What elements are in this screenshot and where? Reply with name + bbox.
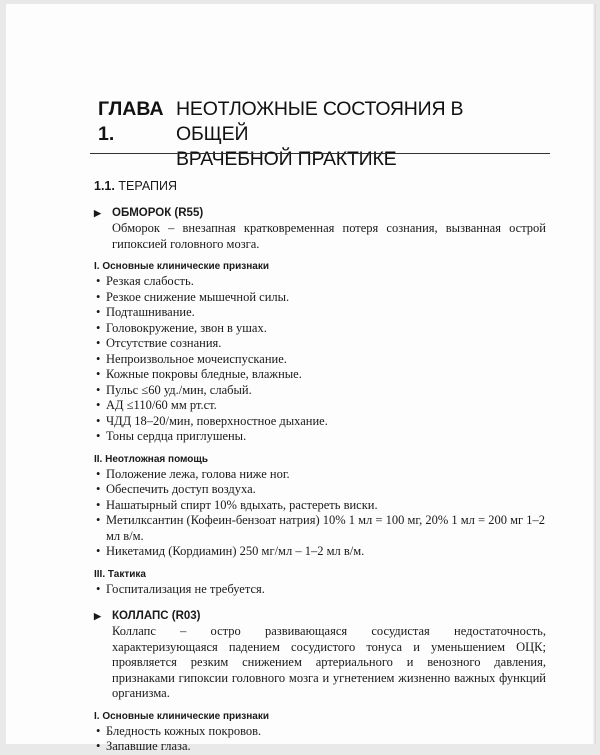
topic-fainting	[94, 206, 546, 597]
chapter-divider	[90, 153, 550, 154]
list-item	[94, 544, 546, 560]
list-item-text: Кожные покровы бледные, влажные.	[106, 367, 302, 381]
list-item	[94, 498, 546, 514]
list-item	[94, 582, 546, 598]
list-item	[94, 352, 546, 368]
list-item-text: Резкая слабость.	[106, 274, 194, 288]
list-item	[94, 414, 546, 430]
bullet-icon: •	[96, 723, 101, 738]
bullet-icon: •	[96, 274, 101, 288]
list-item	[94, 274, 546, 290]
list-item	[94, 467, 546, 483]
bullet-icon: •	[96, 413, 101, 428]
list-item-text: Подташнивание.	[106, 305, 195, 319]
list-item	[94, 482, 546, 498]
list-item	[94, 429, 546, 445]
bullet-icon: •	[96, 429, 101, 443]
clinical-signs-list	[94, 274, 546, 445]
list-item-text: Отсутствие сознания.	[106, 336, 222, 350]
bullet-icon: •	[96, 466, 101, 481]
list-item-text: Госпитализация не требуется.	[106, 581, 265, 596]
chapter-title-line1: НЕОТЛОЖНЫЕ СОСТОЯНИЯ В ОБЩЕЙ	[176, 98, 464, 145]
bullet-icon: •	[96, 482, 101, 496]
list-item	[94, 321, 546, 337]
list-item	[94, 383, 546, 399]
topic-heading	[94, 609, 546, 624]
list-item-text: Положение лежа, голова ниже ног.	[106, 466, 290, 481]
list-item-text: Бледность кожных покровов.	[106, 723, 262, 738]
bullet-icon: •	[96, 351, 101, 366]
bullet-icon: •	[96, 320, 101, 335]
bullet-icon: •	[96, 739, 101, 753]
list-item	[94, 290, 546, 306]
bullet-icon: •	[96, 336, 101, 350]
bullet-icon: •	[96, 581, 101, 596]
section-number: 1.1.	[94, 179, 115, 193]
bullet-icon: •	[96, 513, 101, 527]
emergency-care-list	[94, 467, 546, 560]
list-item	[94, 336, 546, 352]
list-item-text: Метилксантин (Кофеин-бензоат натрия) 10% 1 мл = 100 мг, 20% 1 мл = 200 мг 1–2 мл в/м.	[106, 513, 545, 543]
list-item-text: Пульс ≤60 уд./мин, слабый.	[106, 382, 252, 397]
topic-heading-text: ОБМОРОК (R55)	[112, 207, 204, 219]
chapter-title	[176, 97, 538, 172]
subsection-title: III. Тактика	[94, 568, 146, 580]
subsection-title: II. Неотложная помощь	[94, 453, 208, 465]
topic-collapse	[94, 609, 546, 755]
bullet-icon: •	[96, 398, 101, 412]
topic-heading-text: КОЛЛАПС (R03)	[112, 610, 201, 622]
list-item	[94, 305, 546, 321]
topic-description: Коллапс – остро развивающаяся сосудистая недостаточность, характеризующаяся падением сосудистого тонуса и уменьшением ОЦК; проявляется резким снижением артериального и венозного давления, признаками гипоксии головного мозга и угнетением жизненно важных функций организма.	[112, 624, 546, 700]
list-item-text: Головокружение, звон в ушах.	[106, 320, 267, 335]
bullet-icon: •	[96, 544, 101, 558]
topic-heading	[94, 206, 546, 221]
list-item-text: Непроизвольное мочеиспускание.	[106, 351, 287, 366]
subsection-title: I. Основные клинические признаки	[94, 261, 270, 272]
arrow-icon: ▶	[94, 208, 101, 218]
bullet-icon: •	[96, 367, 101, 381]
list-item-text: ЧДД 18–20/мин, поверхностное дыхание.	[106, 413, 328, 428]
chapter-title-line2: ВРАЧЕБНОЙ ПРАКТИКЕ	[176, 148, 397, 170]
subsection-title: I. Основные клинические признаки	[94, 710, 270, 722]
bullet-icon: •	[96, 305, 101, 319]
list-item	[94, 724, 546, 740]
list-item-text: Обеспечить доступ воздуха.	[106, 482, 256, 496]
list-item-text: Тоны сердца приглушены.	[106, 429, 247, 443]
list-item-text: АД ≤110/60 мм рт.ст.	[106, 398, 217, 412]
chapter-label: ГЛАВА 1.	[98, 98, 164, 145]
tactics-list	[94, 582, 546, 598]
section-title: ТЕРАПИЯ	[118, 179, 178, 193]
page-content	[94, 206, 546, 755]
arrow-icon: ▶	[94, 611, 101, 621]
bullet-icon: •	[96, 382, 101, 397]
list-item-text: Резкое снижение мышечной силы.	[106, 289, 290, 304]
bullet-icon: •	[96, 497, 101, 512]
list-item	[94, 739, 546, 755]
list-item	[94, 513, 546, 544]
list-item	[94, 398, 546, 414]
list-item-text: Никетамид (Кордиамин) 250 мг/мл – 1–2 мл в/м.	[106, 544, 365, 558]
section-heading	[94, 179, 177, 193]
topic-description: Обморок – внезапная кратковременная потеря сознания, вызванная острой гипоксией головного мозга.	[112, 221, 546, 251]
bullet-icon: •	[96, 289, 101, 304]
list-item	[94, 367, 546, 383]
list-item-text: Нашатырный спирт 10% вдыхать, растереть виски.	[106, 497, 378, 512]
chapter-heading	[98, 97, 538, 172]
list-item-text: Запавшие глаза.	[106, 739, 191, 753]
